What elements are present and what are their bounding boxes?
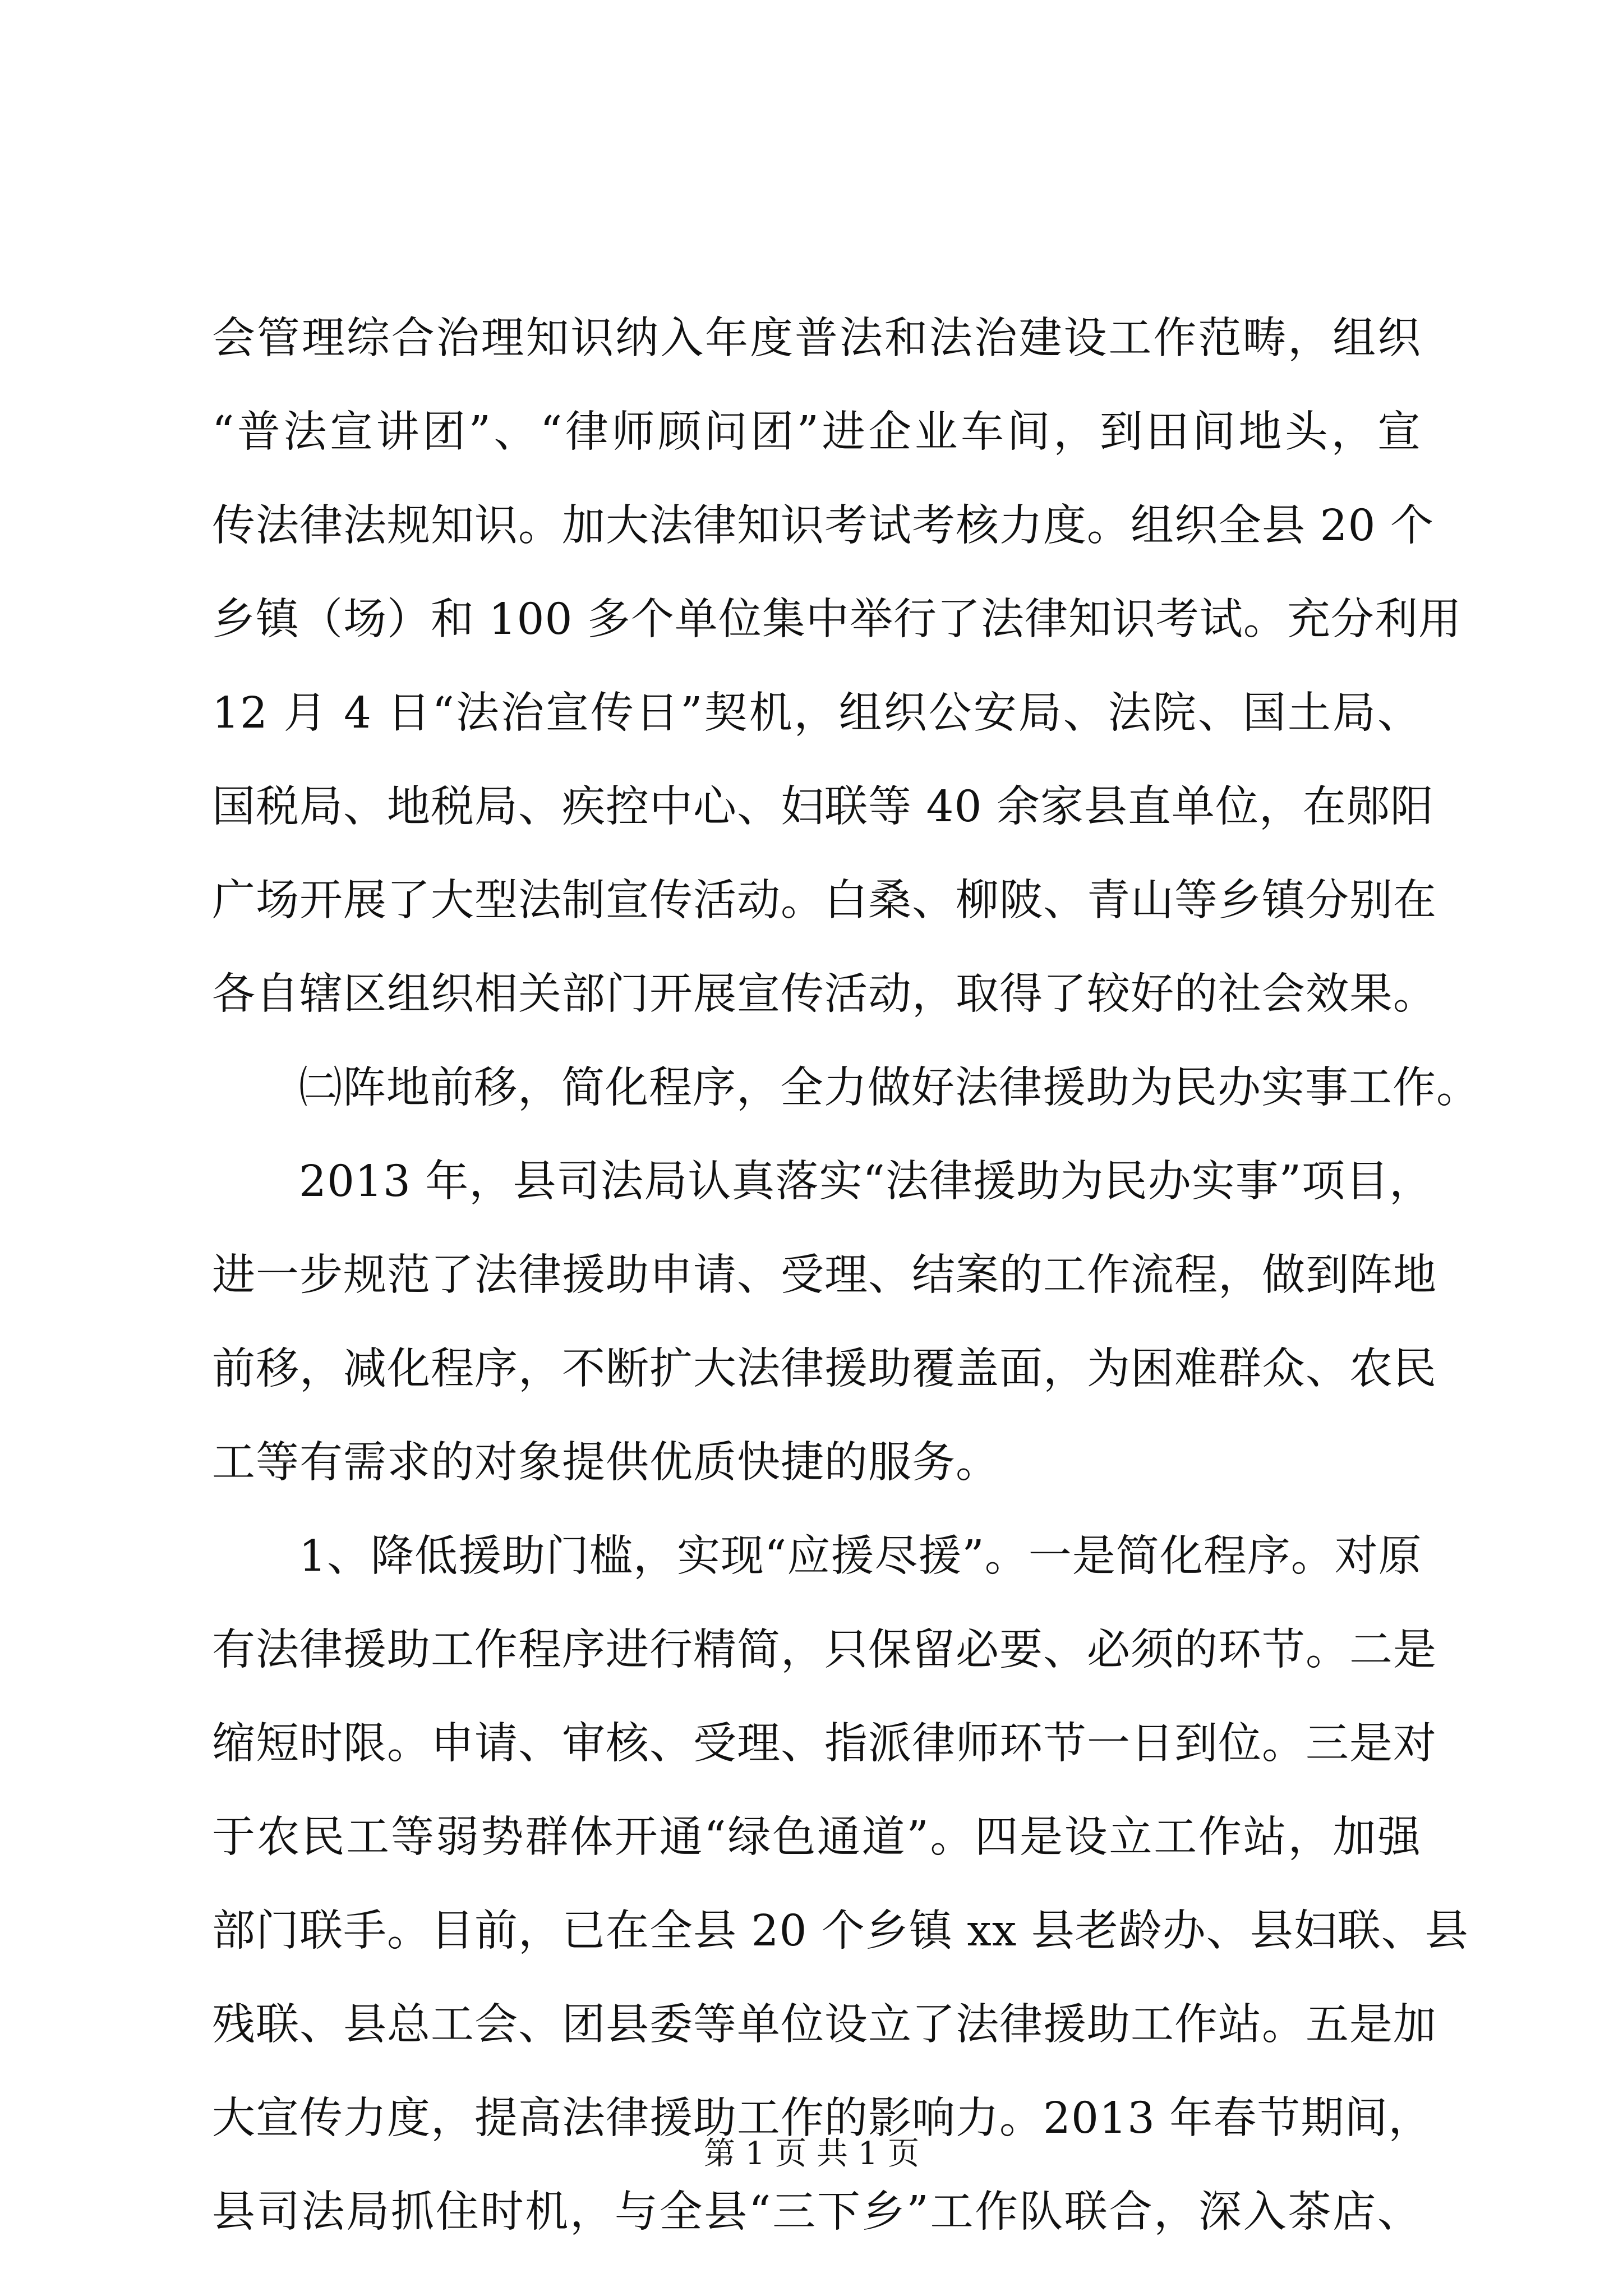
text-line: 残联、县总工会、团县委等单位设立了法律援助工作站。五是加 [212, 2000, 1437, 2050]
text-line: 会管理综合治理知识纳入年度普法和法治建设工作范畴，组织 [212, 314, 1421, 364]
text-line: 12 月 4 日“法治宣传日”契机，组织公安局、法院、国土局、 [212, 688, 1421, 738]
text-line: 于农民工等弱势群体开通“绿色通道”。四是设立工作站，加强 [212, 1812, 1421, 1862]
text-line: 广场开展了大型法制宣传活动。白桑、柳陂、青山等乡镇分别在 [212, 876, 1437, 926]
text-line: 大宣传力度，提高法律援助工作的影响力。2013 年春节期间， [212, 2093, 1432, 2143]
text-line: 1、降低援助门槛，实现“应援尽援”。一是简化程序。对原 [299, 1531, 1422, 1581]
section-heading: ㈡阵地前移，简化程序，全力做好法律援助为民办实事工作。 [299, 1063, 1480, 1113]
text-line: 2013 年，县司法局认真落实“法律援助为民办实事”项目， [299, 1157, 1433, 1207]
text-line: 各自辖区组织相关部门开展宣传活动，取得了较好的社会效果。 [212, 969, 1437, 1019]
text-line: 缩短时限。申请、审核、受理、指派律师环节一日到位。三是对 [212, 1719, 1437, 1769]
text-line: 国税局、地税局、疾控中心、妇联等 40 余家县直单位，在郧阳 [212, 782, 1434, 832]
text-line: 部门联手。目前，已在全县 20 个乡镇 xx 县老龄办、县妇联、县 [212, 1906, 1469, 1956]
text-line: 乡镇（场）和 100 多个单位集中举行了法律知识考试。充分利用 [212, 595, 1462, 645]
text-line: “普法宣讲团”、“律师顾问团”进企业车间，到田间地头，宣 [212, 407, 1421, 457]
text-line: 工等有需求的对象提供优质快捷的服务。 [212, 1438, 999, 1488]
text-line: 有法律援助工作程序进行精简，只保留必要、必须的环节。二是 [212, 1625, 1437, 1675]
text-line: 传法律法规知识。加大法律知识考试考核力度。组织全县 20 个 [212, 501, 1434, 551]
body-text [212, 292, 1480, 2259]
text-line: 前移，减化程序，不断扩大法律援助覆盖面，为困难群众、农民 [212, 1344, 1437, 1394]
page-footer: 第 1 页 共 1 页 [703, 2136, 920, 2172]
text-line: 进一步规范了法律援助申请、受理、结案的工作流程，做到阵地 [212, 1250, 1437, 1300]
text-line: 县司法局抓住时机，与全县“三下乡”工作队联合，深入茶店、 [212, 2187, 1421, 2237]
